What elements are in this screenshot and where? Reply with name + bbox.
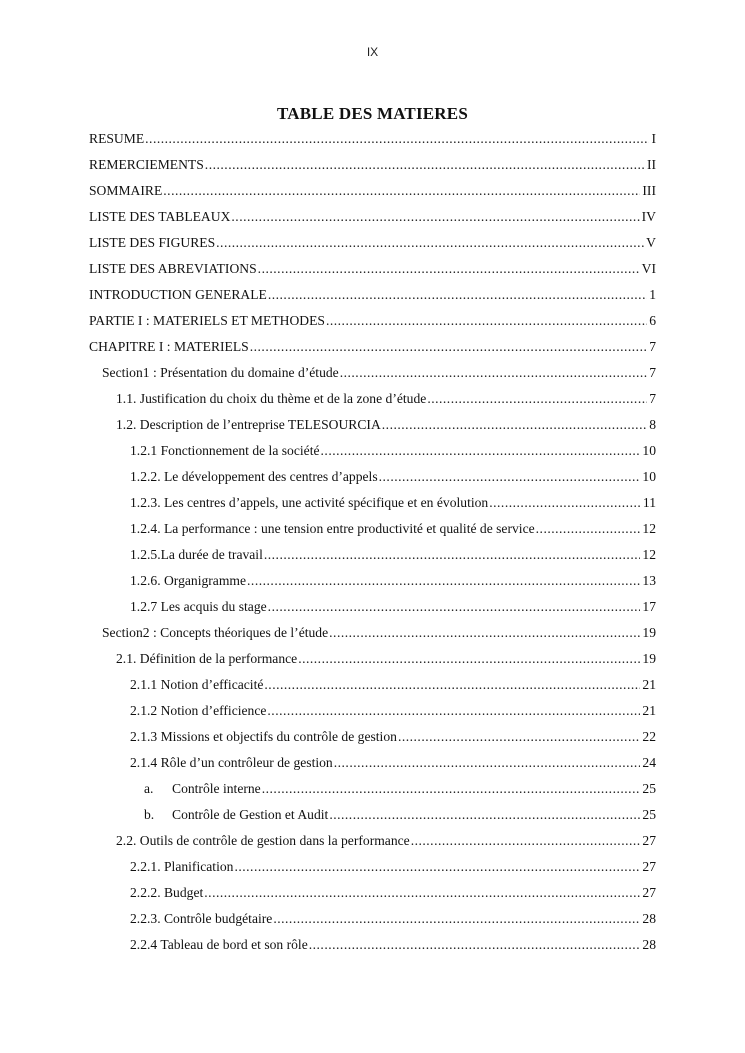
toc-entry-label <box>130 885 203 901</box>
toc-entry[interactable] <box>89 724 656 750</box>
toc-entry-page: 24 <box>642 755 656 770</box>
toc-entry-page: I <box>651 131 656 146</box>
toc-entry-label <box>130 599 267 615</box>
toc-entry-page: 17 <box>642 599 656 614</box>
toc-entry[interactable] <box>89 308 656 334</box>
toc-entry-label <box>130 729 397 745</box>
toc-entry-page: 28 <box>642 937 656 952</box>
toc-entry-text: Section1 : Présentation du domaine d’étude <box>102 365 339 380</box>
toc-dot-leader <box>329 625 640 641</box>
toc-dot-leader <box>536 521 641 537</box>
toc-entry-text: 2.2.3. Contrôle budgétaire <box>130 911 273 926</box>
toc-entry-label <box>130 911 272 927</box>
toc-dot-leader <box>427 391 647 407</box>
toc-entry-text: REMERCIEMENTS <box>89 157 204 172</box>
toc-entry-label <box>130 703 266 719</box>
toc-entry-text: INTRODUCTION GENERALE <box>89 287 267 302</box>
toc-entry-label <box>89 287 267 303</box>
toc-entry[interactable] <box>89 152 656 178</box>
toc-entry-page: 7 <box>649 365 656 380</box>
toc-dot-leader <box>204 885 640 901</box>
toc-entry[interactable] <box>89 620 656 646</box>
toc-entry-label <box>130 755 333 771</box>
toc-entry-label <box>89 131 144 147</box>
toc-dot-leader <box>321 443 641 459</box>
toc-dot-leader <box>262 781 641 797</box>
toc-entry-text: SOMMAIRE <box>89 183 163 198</box>
toc-entry-label <box>89 183 162 199</box>
toc-entry-text: Contrôle interne <box>172 781 261 796</box>
toc-entry-text: LISTE DES TABLEAUX <box>89 209 231 224</box>
toc-entry-label <box>102 625 328 641</box>
toc-entry-page: 10 <box>642 469 656 484</box>
toc-entry-page: 28 <box>642 911 656 926</box>
toc-entry-page: 6 <box>649 313 656 328</box>
toc-entry[interactable] <box>89 464 656 490</box>
toc-dot-leader <box>247 573 640 589</box>
toc-entry[interactable] <box>89 568 656 594</box>
toc-entry-label <box>89 261 257 277</box>
toc-entry-page: 25 <box>642 781 656 796</box>
toc-entry-page: 21 <box>642 703 656 718</box>
toc-entry-text: 1.2.2. Le développement des centres d’appels <box>130 469 378 484</box>
toc-entry-text: 2.1.3 Missions et objectifs du contrôle de gestion <box>130 729 397 744</box>
toc-entry-label <box>130 859 233 875</box>
toc-entry[interactable] <box>89 854 656 880</box>
toc-dot-leader <box>268 287 647 303</box>
toc-entry[interactable] <box>89 932 656 958</box>
toc-entry-page: 19 <box>642 651 656 666</box>
toc-dot-leader <box>264 677 640 693</box>
toc-entry-page: III <box>642 183 656 198</box>
toc-entry[interactable] <box>89 776 656 802</box>
toc-entry-label <box>116 833 410 849</box>
toc-entry[interactable] <box>89 412 656 438</box>
toc-entry-page: 19 <box>642 625 656 640</box>
toc-dot-leader <box>205 157 645 173</box>
toc-entry-label <box>130 443 320 459</box>
toc-entry[interactable] <box>89 360 656 386</box>
toc-entry-page: 11 <box>642 495 656 510</box>
toc-entry-page: 1 <box>649 287 656 302</box>
toc-entry-page: IV <box>641 209 656 224</box>
toc-entry[interactable] <box>89 646 656 672</box>
toc-dot-leader <box>268 599 641 615</box>
toc-entry[interactable] <box>89 750 656 776</box>
toc-entry-page: 22 <box>642 729 656 744</box>
toc-entry-label <box>130 547 263 563</box>
toc-dot-leader <box>489 495 641 511</box>
toc-entry-text: 1.2. Description de l’entreprise TELESOURCIA <box>116 417 381 432</box>
toc-entry[interactable] <box>89 672 656 698</box>
toc-entry-label <box>89 235 215 251</box>
toc-entry-label <box>144 807 328 823</box>
toc-dot-leader <box>398 729 640 745</box>
toc-dot-leader <box>267 703 640 719</box>
toc-entry-text: 2.2. Outils de contrôle de gestion dans la performance <box>116 833 410 848</box>
toc-entry-page: 12 <box>642 521 656 536</box>
toc-entry-label <box>130 521 535 537</box>
toc-entry[interactable] <box>89 178 656 204</box>
toc-dot-leader <box>329 807 640 823</box>
toc-dot-leader <box>326 313 647 329</box>
toc-entry-marker: b. <box>144 807 155 822</box>
toc-entry-page: 25 <box>642 807 656 822</box>
toc-entry-text: 1.2.4. La performance : une tension entre productivité et qualité de service <box>130 521 535 536</box>
toc-entry-text: 1.1. Justification du choix du thème et de la zone d’étude <box>116 391 427 406</box>
toc-entry-page: 21 <box>642 677 656 692</box>
toc-entry-text: 1.2.6. Organigramme <box>130 573 247 588</box>
toc-entry-page: 27 <box>642 859 656 874</box>
toc-entry[interactable] <box>89 230 656 256</box>
toc-entry[interactable] <box>89 542 656 568</box>
toc-entry-label <box>89 313 325 329</box>
toc-entry-page: 10 <box>642 443 656 458</box>
toc-entry[interactable] <box>89 386 656 412</box>
table-of-contents <box>89 126 656 958</box>
toc-entry-label <box>89 209 230 225</box>
toc-entry-text: 2.1.4 Rôle d’un contrôleur de gestion <box>130 755 333 770</box>
toc-entry-text: 2.1. Définition de la performance <box>116 651 298 666</box>
toc-dot-leader <box>145 131 649 147</box>
toc-entry[interactable] <box>89 516 656 542</box>
toc-dot-leader <box>309 937 641 953</box>
toc-dot-leader <box>340 365 648 381</box>
toc-entry-page: 7 <box>649 391 656 406</box>
toc-entry[interactable] <box>89 126 656 152</box>
toc-entry[interactable] <box>89 594 656 620</box>
toc-dot-leader <box>163 183 640 199</box>
toc-entry-page: VI <box>641 261 656 276</box>
toc-entry-text: 2.2.1. Planification <box>130 859 234 874</box>
toc-entry-label <box>89 339 249 355</box>
toc-entry[interactable] <box>89 334 656 360</box>
toc-entry[interactable] <box>89 204 656 230</box>
toc-dot-leader <box>234 859 640 875</box>
toc-entry-marker: a. <box>144 781 154 796</box>
toc-entry-label <box>116 391 426 407</box>
toc-dot-leader <box>216 235 644 251</box>
toc-entry[interactable] <box>89 802 656 828</box>
toc-entry-label <box>130 495 488 511</box>
toc-entry-text: 1.2.1 Fonctionnement de la société <box>130 443 320 458</box>
toc-dot-leader <box>250 339 647 355</box>
toc-dot-leader <box>382 417 647 433</box>
toc-entry-page: 7 <box>649 339 656 354</box>
toc-entry[interactable] <box>89 880 656 906</box>
toc-entry-text: PARTIE I : MATERIELS ET METHODES <box>89 313 325 328</box>
page-number: IX <box>366 45 379 59</box>
toc-entry-label <box>130 937 308 953</box>
toc-entry-text: LISTE DES FIGURES <box>89 235 216 250</box>
toc-entry-page: 12 <box>642 547 656 562</box>
toc-title: TABLE DES MATIERES <box>277 104 468 123</box>
toc-entry[interactable] <box>89 828 656 854</box>
toc-dot-leader <box>334 755 641 771</box>
toc-entry[interactable] <box>89 282 656 308</box>
toc-entry-label <box>144 781 261 797</box>
toc-entry-page: 13 <box>642 573 656 588</box>
toc-entry-page: 27 <box>642 885 656 900</box>
toc-entry-label <box>102 365 339 381</box>
toc-entry-text: 2.2.2. Budget <box>130 885 204 900</box>
toc-entry-text: RESUME <box>89 131 145 146</box>
toc-entry-label <box>116 417 381 433</box>
toc-entry-page: 8 <box>649 417 656 432</box>
toc-dot-leader <box>379 469 641 485</box>
toc-dot-leader <box>258 261 640 277</box>
toc-entry[interactable] <box>89 256 656 282</box>
toc-dot-leader <box>264 547 641 563</box>
toc-entry-label <box>130 469 378 485</box>
toc-entry[interactable] <box>89 490 656 516</box>
toc-entry-text: Contrôle de Gestion et Audit <box>172 807 329 822</box>
toc-entry-text: 2.2.4 Tableau de bord et son rôle <box>130 937 308 952</box>
toc-entry-label <box>89 157 204 173</box>
toc-entry-page: II <box>646 157 656 172</box>
toc-entry-page: V <box>646 235 656 250</box>
toc-entry-text: CHAPITRE I : MATERIELS <box>89 339 249 354</box>
toc-entry-label <box>116 651 297 667</box>
toc-entry-text: LISTE DES ABREVIATIONS <box>89 261 257 276</box>
toc-dot-leader <box>298 651 640 667</box>
toc-entry-text: 1.2.5.La durée de travail <box>130 547 263 562</box>
toc-entry-text: 1.2.3. Les centres d’appels, une activité spécifique et en évolution <box>130 495 489 510</box>
toc-entry[interactable] <box>89 906 656 932</box>
toc-entry-label <box>130 573 246 589</box>
toc-entry-text: Section2 : Concepts théoriques de l’étude <box>102 625 329 640</box>
toc-dot-leader <box>231 209 639 225</box>
toc-entry-text: 1.2.7 Les acquis du stage <box>130 599 267 614</box>
toc-dot-leader <box>411 833 641 849</box>
toc-entry[interactable] <box>89 438 656 464</box>
toc-entry-text: 2.1.1 Notion d’efficacité <box>130 677 264 692</box>
toc-entry-page: 27 <box>642 833 656 848</box>
toc-dot-leader <box>273 911 640 927</box>
toc-entry-label <box>130 677 263 693</box>
toc-entry-text: 2.1.2 Notion d’efficience <box>130 703 267 718</box>
toc-entry[interactable] <box>89 698 656 724</box>
